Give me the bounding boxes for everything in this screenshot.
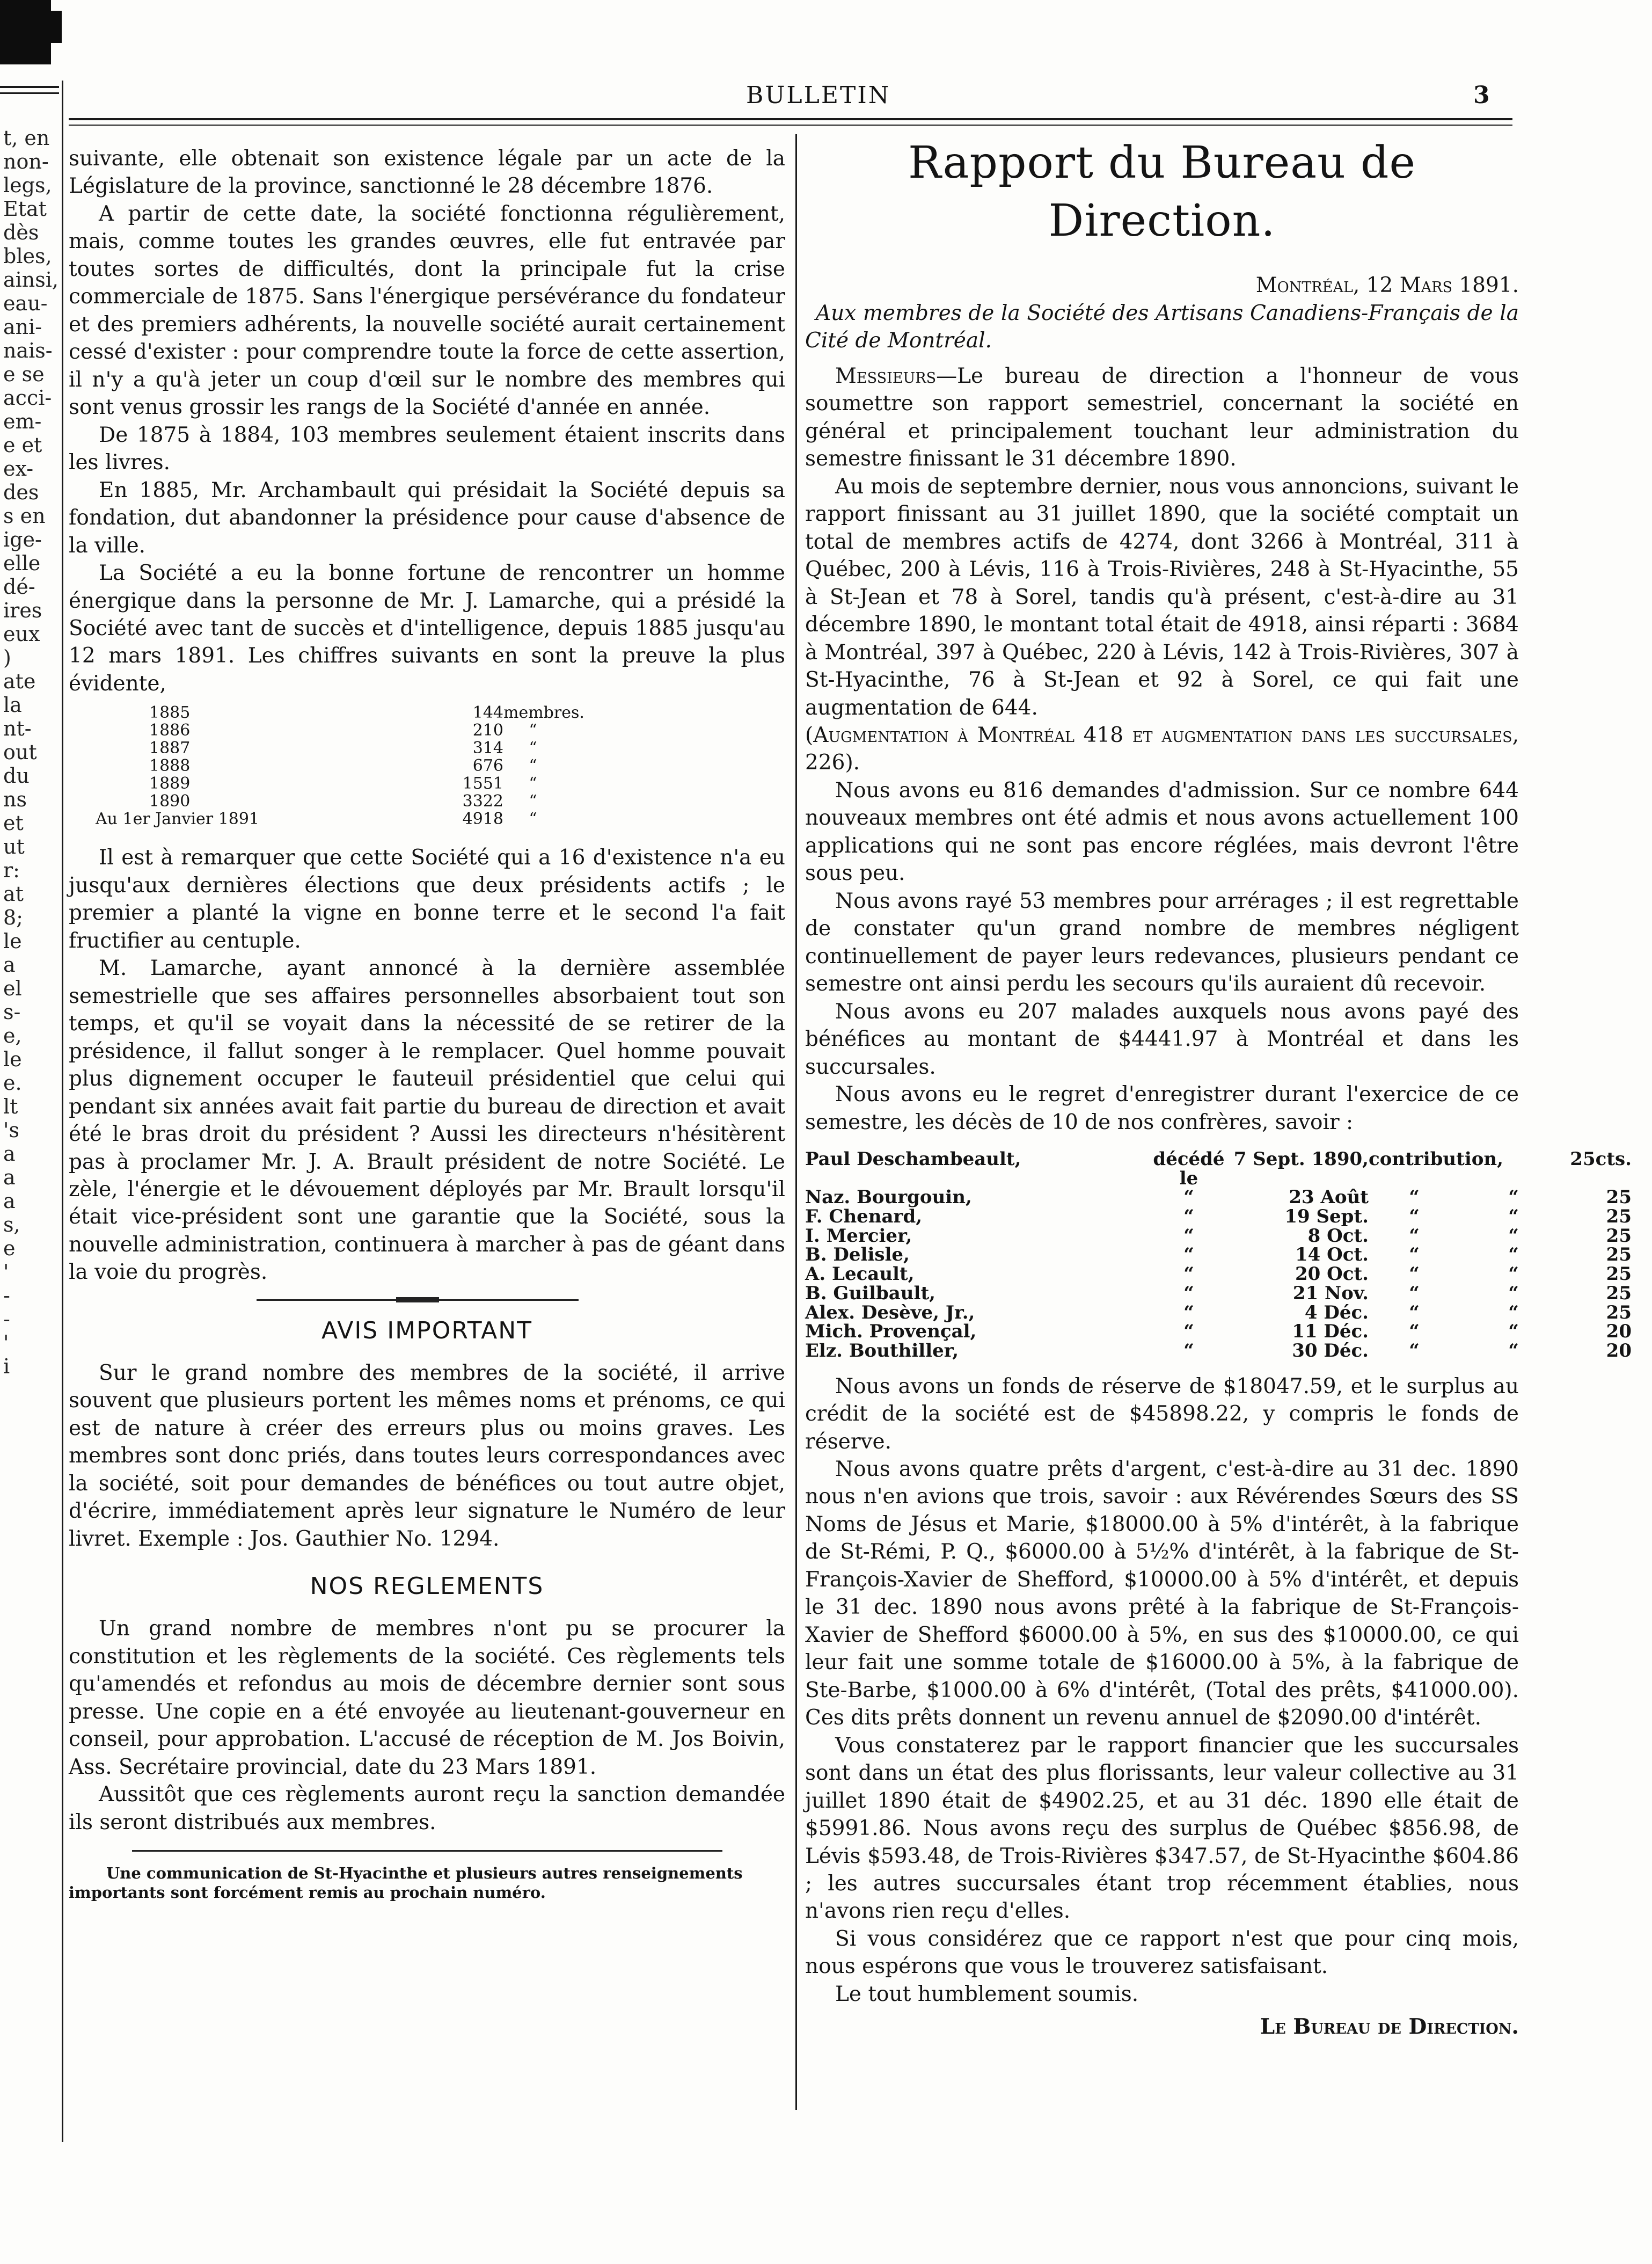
report-paragraph: Nous avons un fonds de réserve de $18047.59, et le surplus au crédit de la société est de $45898.22, y compris le fonds de réserve. [805, 1374, 1519, 1454]
death-cell-date: 30 Déc. [1292, 1340, 1369, 1362]
margin-fragment: du [3, 764, 30, 788]
margin-fragment: a [3, 1142, 16, 1166]
death-cell-col2: “ [1183, 1225, 1194, 1247]
header-rule [69, 118, 1512, 120]
report-signature: Le Bureau de Direction. [1260, 2014, 1519, 2040]
margin-fragment: elle [3, 551, 41, 575]
death-row [805, 1148, 1632, 1189]
margin-fragment: i [3, 1355, 10, 1378]
death-cell-col5 [1460, 1150, 1567, 1188]
margin-fragment: legs, [3, 173, 52, 197]
margin-fragment: eau- [3, 292, 48, 315]
report-title: Rapport du Bureau de Direction. [908, 137, 1416, 247]
margin-fragment: r: [3, 858, 20, 882]
death-cell-col5: “ [1508, 1225, 1519, 1247]
death-cell-col2: décédé le [1153, 1148, 1225, 1189]
report-paragraph-caps: (Augmentation à Montréal 418 et augmentation dans les succursales, 226). [805, 723, 1519, 775]
margin-fragment: a [3, 1166, 16, 1189]
margin-fragment: out [3, 740, 37, 764]
left-paragraph: Il est à remarquer que cette Société qui a 16 d'existence n'a eu jusqu'aux dernières élections que deux présidents actifs ; le premier a planté la vigne en bonne terre et le second l'a fait fructifier au centuple. [69, 846, 785, 953]
reglements-paragraph: Aussitôt que ces règlements auront reçu la sanction demandée ils seront distribués aux membres. [69, 1782, 785, 1835]
report-paragraph: Nous avons eu le regret d'enregistrer durant l'exercice de ce semestre, les décès de 10 de nos confrères, savoir : [805, 1082, 1519, 1134]
margin-fragment: bles, [3, 244, 52, 268]
death-cell-date: 4 Déc. [1304, 1301, 1369, 1323]
death-cell-date: 20 Oct. [1295, 1263, 1369, 1285]
death-cell-date: 21 Nov. [1292, 1282, 1369, 1304]
death-cell-amount: 25 [1606, 1282, 1632, 1304]
death-cell-amount: 20 [1606, 1340, 1632, 1362]
margin-fragment: - [3, 1284, 10, 1307]
left-paragraph: M. Lamarche, ayant annoncé à la dernière assemblée semestrielle que ses affaires personnelles absorbaient tout son temps, et qu'il se voyait dans la nécessité de se retirer de la présidence, il fallut songer à le remplacer. Quel homme pouvait plus dignement occuper le fauteuil présidentiel que celui qui pendant six années avait fait partie du bureau de direction et avait été le bras droit du président ? Aussi les directeurs n'hésitèrent pas à proclamer Mr. J. A. Brault président de notre Société. Le zèle, l'énergie et le dévouement déployés par Mr. Brault lorsqu'il était vice-président sont une garantie que la Société, sous la nouvelle administration, continuera à marcher à pas de géant dans la voie du progrès. [69, 956, 785, 1285]
margin-fragment: e [3, 1236, 16, 1260]
death-row [805, 1282, 1632, 1304]
death-cell-col4: “ [1409, 1244, 1420, 1266]
report-paragraph: Nous avons quatre prêts d'argent, c'est-à-dire au 31 dec. 1890 nous n'en avions que trois, savoir : aux Révérendes Sœurs des SS Noms de Jésus et Marie, $18000.00 à 5% d'intérêt, à la fabrique de St-Rémi, P. Q., $6000.00 à 5½% d'intérêt, à la fabrique de St-François-Xavier de Shefford, $10000.00 à 5% d'intérêt, et depuis le 31 dec. 1890 nous avons prêté à la fabrique de St-François-Xavier de Shefford $6000.00 à 5%, en sus des $10000.00, ce qui leur fait une somme totale de $16000.00 à 5%, à la fabrique de Ste-Barbe, $1000.00 à 6% d'intérêt, (Total des prêts, $41000.00). Ces dits prêts donnent un revenu annuel de $2090.00 d'intérêt. [805, 1457, 1519, 1730]
membership-row: Au 1er Janvier 1891 4918 “ [96, 810, 537, 829]
margin-fragment: lt [3, 1095, 18, 1118]
death-cell-col2: “ [1183, 1263, 1194, 1285]
report-paragraph: Nous avons eu 816 demandes d'admission. Sur ce nombre 644 nouveaux membres ont été admis et nous avons actuellement 100 applications qui ne sont pas encore réglées, mais devront l'être sous peu. [805, 778, 1519, 886]
death-row [805, 1301, 1632, 1323]
membership-row: 1887 314 “ [149, 739, 537, 758]
membership-row: 1890 3322 “ [149, 792, 537, 811]
margin-fragment: ani- [3, 315, 42, 339]
margin-fragment: a [3, 1189, 16, 1213]
death-cell-name: I. Mercier, [805, 1225, 912, 1247]
margin-fragment: 8; [3, 906, 23, 929]
margin-fragment: 's [3, 1118, 19, 1142]
margin-fragment: e, [3, 1024, 22, 1047]
death-row [805, 1263, 1632, 1285]
death-row [805, 1225, 1632, 1247]
death-cell-col4: contribution, [1369, 1148, 1503, 1170]
death-cell-date: 14 Oct. [1295, 1244, 1369, 1266]
death-cell-col5: “ [1508, 1301, 1519, 1323]
membership-row: 1888 676 “ [149, 756, 537, 776]
death-cell-date: 7 Sept. 1890, [1233, 1148, 1369, 1170]
margin-fragment: des [3, 481, 39, 504]
report-dateline: Montréal, 12 Mars 1891. [1255, 273, 1519, 298]
death-cell-col5: “ [1508, 1206, 1519, 1228]
death-cell-name: F. Chenard, [805, 1206, 923, 1228]
death-cell-col2: “ [1183, 1282, 1194, 1304]
margin-fragment: s, [3, 1213, 20, 1236]
death-cell-col2: “ [1183, 1186, 1194, 1209]
death-cell-date: 8 Oct. [1307, 1225, 1369, 1247]
membership-row: 1889 1551 “ [149, 774, 537, 794]
report-paragraph: —Le bureau de direction a l'honneur de vous soumettre son rapport semestriel, concernant la société en général et principalement touchant leur administration du semestre finissant le 31 décembre 1890. [805, 363, 1519, 471]
death-row [805, 1186, 1632, 1209]
death-cell-col5: “ [1508, 1263, 1519, 1285]
margin-fragment: Etat [3, 197, 47, 221]
death-cell-amount: 25 [1606, 1206, 1632, 1228]
report-paragraph: Nous avons eu 207 malades auxquels nous avons payé des bénéfices au montant de $4441.97 à Montréal et dans les succursales. [805, 999, 1519, 1079]
margin-fragment: ) [3, 646, 11, 669]
report-paragraph: Si vous considérez que ce rapport n'est que pour cinq mois, nous espérons que vous le trouverez satisfaisant. [805, 1926, 1519, 1979]
margin-fragment: la [3, 693, 22, 717]
death-cell-col2: “ [1183, 1244, 1194, 1266]
death-cell-col2: “ [1183, 1301, 1194, 1323]
margin-fragment: dès [3, 221, 39, 244]
death-cell-col4: “ [1409, 1282, 1420, 1304]
margin-fragment: dé- [3, 575, 35, 599]
margin-fragment: ires [3, 599, 42, 622]
header-rule [69, 125, 1512, 126]
margin-fragment: at [3, 882, 24, 906]
margin-fragment: ige- [3, 528, 42, 551]
margin-fragment: ex- [3, 457, 34, 481]
death-cell-amount: 25 [1606, 1263, 1632, 1285]
margin-fragment: acci- [3, 386, 52, 410]
death-cell-amount: 25 [1606, 1244, 1632, 1266]
margin-fragment: nais- [3, 339, 53, 362]
death-cell-col2: “ [1183, 1340, 1194, 1362]
death-cell-name: Mich. Provençal, [805, 1321, 977, 1343]
death-cell-amount: 25 [1606, 1225, 1632, 1247]
margin-fragment: - [3, 1307, 10, 1331]
scan-artifact [0, 0, 51, 64]
margin-fragment: le [3, 929, 22, 953]
margin-fragment: s- [3, 1000, 21, 1024]
left-paragraph: suivante, elle obtenait son existence légale par un acte de la Législature de la province, sanctionné le 28 décembre 1876. [69, 147, 785, 199]
death-row [805, 1206, 1632, 1228]
reglements-paragraph: Un grand nombre de membres n'ont pu se procurer la constitution et les règlements de la société. Ces règlements tels qu'amendés et refondus au mois de décembre dernier sont sous presse. Une copie en a été envoyée au lieutenant-gouverneur en conseil, pour approbation. L'accusé de réception de M. Jos Boivin, Ass. Secrétaire provincial, date du 23 Mars 1891. [69, 1617, 785, 1779]
report-opening [805, 362, 1519, 473]
left-paragraph: De 1875 à 1884, 103 membres seulement étaient inscrits dans les livres. [69, 423, 785, 475]
margin-fragment: e et [3, 433, 42, 457]
margin-fragment: ' [3, 1260, 9, 1284]
death-cell-amount: 25cts. [1570, 1148, 1632, 1170]
membership-list [96, 703, 785, 829]
left-paragraph: En 1885, Mr. Archambault qui présidait la Société depuis sa fondation, dut abandonner la présidence pour cause d'absence de la ville. [69, 478, 785, 558]
left-paragraph: A partir de cette date, la société fonctionna régulièrement, mais, comme toutes les grandes œuvres, elle fut entravée par toutes sortes de difficultés, dont la principale fut la crise commerciale de 1875. Sans l'énergique persévérance du fondateur et des premiers adhérents, la nouvelle société aurait certainement cessé d'exister : pour comprendre toute la force de cette assertion, il n'y a qu'à jeter un coup d'œil sur le nombre des membres qui sont venus grossir les rangs de la Société d'année en année. [69, 201, 785, 420]
footnote-rule [132, 1850, 722, 1852]
margin-fragment: s en [3, 504, 46, 528]
death-cell-col2: “ [1183, 1321, 1194, 1343]
margin-fragment: et [3, 811, 24, 835]
page-title: BULLETIN [746, 82, 891, 109]
margin-fragments [3, 127, 57, 1379]
death-cell-date: 19 Sept. [1284, 1206, 1369, 1228]
section-ornament [69, 1286, 785, 1306]
death-cell-col5: “ [1508, 1186, 1519, 1209]
death-cell-name: B. Delisle, [805, 1244, 910, 1266]
margin-fragment: t, en [3, 126, 50, 150]
margin-fragment: ' [3, 1331, 9, 1355]
death-cell-name: Elz. Bouthiller, [805, 1340, 959, 1362]
margin-fragment: em- [3, 410, 42, 433]
death-cell-name: B. Guilbault, [805, 1282, 935, 1304]
report-paragraph: Nous avons rayé 53 membres pour arrérages ; il est regrettable de constater qu'un grand nombre de membres négligent continuellement de payer leurs redevances, plusieurs pendant ce semestre ont ainsi perdu les secours qu'ils auraient dû recevoir. [805, 889, 1519, 996]
report-address: Aux membres de la Société des Artisans Canadiens-Français de la Cité de Montréal. [805, 301, 1519, 353]
death-cell-name: Paul Deschambeault, [805, 1148, 1021, 1170]
left-edge-line [62, 81, 63, 2142]
death-cell-amount: 20 [1606, 1321, 1632, 1343]
deaths-table [805, 1148, 1632, 1362]
margin-fragment: ns [3, 788, 27, 811]
death-cell-col4: “ [1409, 1225, 1420, 1247]
death-cell-col5: “ [1508, 1321, 1519, 1343]
death-cell-name: Naz. Bourgouin, [805, 1186, 972, 1209]
salutation: Messieurs [835, 363, 937, 388]
page-number: 3 [1473, 82, 1490, 109]
margin-fragment: le [3, 1047, 22, 1071]
margin-fragment: ainsi, [3, 268, 59, 292]
membership-row: 1885 144 membres. [149, 703, 584, 723]
membership-row: 1886 210 “ [149, 721, 537, 740]
right-column [805, 134, 1632, 2041]
death-cell-col4: “ [1409, 1321, 1420, 1343]
scan-artifact [51, 11, 62, 43]
death-cell-amount: 25 [1606, 1186, 1632, 1209]
footnote: Une communication de St-Hyacinthe et plusieurs autres renseignements importants sont forcément remis au prochain numéro. [69, 1864, 743, 1902]
left-paragraph: La Société a eu la bonne fortune de rencontrer un homme énergique dans la personne de Mr. J. Lamarche, qui a présidé la Société avec tant de succès et d'intelligence, depuis 1885 jusqu'au 12 mars 1891. Les chiffres suivants en sont la preuve la plus évidente, [69, 561, 785, 696]
death-row [805, 1321, 1632, 1343]
death-cell-col4: “ [1409, 1186, 1420, 1209]
report-paragraph: Au mois de septembre dernier, nous vous annoncions, suivant le rapport finissant au 31 juillet 1890, que la société comptait un total de membres actifs de 4274, dont 3266 à Montréal, 311 à Québec, 200 à Lévis, 116 à Trois-Rivières, 248 à St-Hyacinthe, 55 à St-Jean et 78 à Sorel, tandis qu'à présent, c'est-à-dire au 31 décembre 1890, le montant total était de 4918, ainsi réparti : 3684 à Montréal, 397 à Québec, 220 à Lévis, 142 à Trois-Rivières, 307 à St-Hyacinthe, 76 à St-Jean et 92 à Sorel, ce qui fait une augmentation de 644. [805, 474, 1519, 720]
death-row [805, 1244, 1632, 1266]
report-paragraph: Le tout humblement soumis. [835, 1982, 1139, 2006]
death-cell-name: A. Lecault, [805, 1263, 915, 1285]
death-cell-col4: “ [1409, 1301, 1420, 1323]
header-rule-left [0, 92, 59, 94]
death-cell-date: 11 Déc. [1292, 1321, 1369, 1343]
death-cell-col5: “ [1508, 1340, 1519, 1362]
avis-text: Sur le grand nombre des membres de la société, il arrive souvent que plusieurs portent les mêmes noms et prénoms, ce qui est de nature à créer des erreurs plus ou moins graves. Les membres sont donc priés, dans toutes leurs correspondances avec la société, soit pour demandes de bénéfices ou tout autre objet, d'écrire, immédiatement après leur signature le Numéro de leur livret. Exemple : Jos. Gauthier No. 1294. [69, 1360, 785, 1551]
margin-fragment: e se [3, 362, 45, 386]
death-cell-col4: “ [1409, 1340, 1420, 1362]
reglements-heading: NOS REGLEMENTS [310, 1573, 544, 1600]
death-cell-col5: “ [1508, 1282, 1519, 1304]
death-cell-amount: 25 [1606, 1301, 1632, 1323]
header-rule-left [0, 86, 59, 88]
death-cell-col4: “ [1409, 1263, 1420, 1285]
margin-fragment: e. [3, 1071, 22, 1095]
death-row [805, 1340, 1632, 1362]
margin-fragment: a [3, 953, 16, 977]
death-cell-col5: “ [1508, 1244, 1519, 1266]
margin-fragment: ate [3, 669, 36, 693]
avis-heading: AVIS IMPORTANT [321, 1316, 533, 1344]
margin-fragment: ut [3, 835, 25, 858]
death-cell-col2: “ [1183, 1206, 1194, 1228]
column-divider [795, 134, 797, 2110]
margin-fragment: nt- [3, 717, 32, 740]
left-column [69, 145, 785, 1903]
death-cell-name: Alex. Desève, Jr., [805, 1301, 975, 1323]
margin-fragment: el [3, 977, 22, 1000]
report-paragraph: Vous constaterez par le rapport financier que les succursales sont dans un état des plus florissants, leur valeur collective au 31 juillet 1890 était de $4902.25, et au 31 déc. 1890 elle était de $5991.86. Nous avons reçu des surplus de Québec $856.98, de Lévis $593.48, de Trois-Rivières $347.57, de St-Hyacinthe $604.86 ; les autres succursales étant trop récemment établies, nous n'avons rien reçu d'elles. [805, 1733, 1519, 1924]
margin-fragment: eux [3, 622, 40, 646]
margin-fragment: non- [3, 150, 49, 173]
death-cell-col4: “ [1409, 1206, 1420, 1228]
death-cell-date: 23 Août [1289, 1186, 1369, 1209]
